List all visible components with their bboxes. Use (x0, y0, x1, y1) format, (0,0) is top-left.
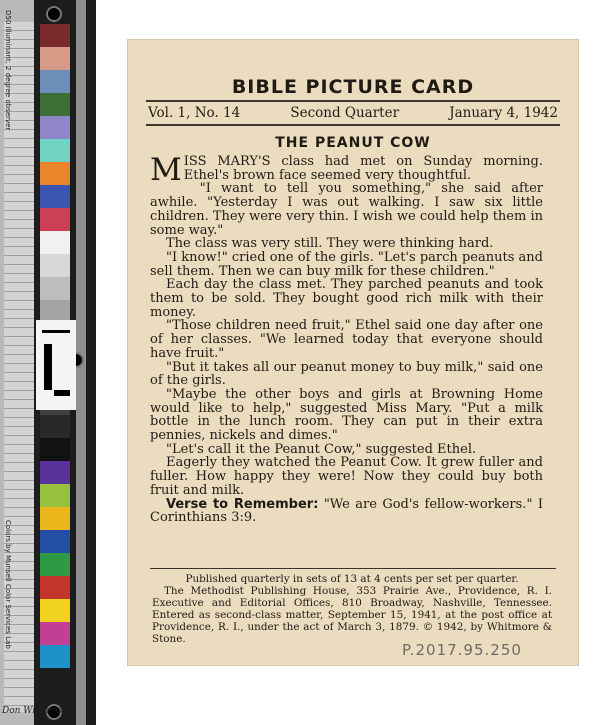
issue-date: January 4, 1942 (449, 105, 558, 121)
color-swatch (40, 507, 70, 530)
publisher-footer (152, 573, 552, 645)
illuminant-label: D50 Illuminant, 2 degree observer (4, 10, 12, 131)
color-swatch (40, 277, 70, 300)
color-swatch (40, 93, 70, 116)
drop-cap: M (150, 152, 182, 188)
verse-text: "We are God's fellow-workers." I Corinthians 3:9. (150, 496, 543, 526)
story-paragraph: "Maybe the other boys and girls at Browning Home would like to help," suggested Miss Mary. "Put a milk bottle in the lunch room. They can put in their extra pennies, nickels and dimes." (150, 386, 543, 444)
publication-title: BIBLE PICTURE CARD (231, 76, 475, 98)
story-paragraph: "I want to tell you something," she said after awhile. "Yesterday I was out walking. I saw six little children. They were very thin. I wish we could help them in some way." (150, 181, 543, 238)
bible-picture-card (128, 40, 578, 665)
color-services-label: Colors by Munsell Color Services Lab (4, 520, 12, 649)
story-body (150, 152, 543, 526)
story-paragraph: Eagerly they watched the Peanut Cow. It grew fuller and fuller. How happy they were! Now they could buy both fruit and milk. (150, 455, 543, 498)
color-swatch (40, 47, 70, 70)
color-checker-target (0, 0, 96, 725)
verse-label: Verse to Remember: (166, 496, 319, 512)
color-swatch (40, 116, 70, 139)
color-swatch (40, 438, 70, 461)
color-swatch (40, 622, 70, 645)
color-swatch (40, 599, 70, 622)
color-swatch (40, 576, 70, 599)
bw-calibration-card (36, 320, 76, 410)
color-swatch (40, 530, 70, 553)
color-swatch (40, 645, 70, 668)
header-rule-top (146, 100, 560, 102)
color-swatch (40, 231, 70, 254)
story-paragraph: "Let's call it the Peanut Cow," suggested Ethel. (166, 441, 477, 457)
color-swatch (40, 208, 70, 231)
color-swatch (40, 461, 70, 484)
story-paragraph: Each day the class met. They parched peanuts and took them to be sold. They bought good rich milk with their money. (150, 277, 543, 320)
registration-hole-top (46, 6, 62, 22)
color-swatch (40, 185, 70, 208)
footer-publisher-info: The Methodist Publishing House, 353 Prairie Ave., Providence, R. I. Executive and Editorial Offices, 810 Broadway, Nashville, Tennessee. Entered as second-class matter, September 15, 1941, at the post office at Providence, R. I., under the act of March 3, 1879. © 1942, by Whitmore & Stone. (152, 585, 552, 645)
accession-number: P.2017.95.250 (402, 641, 522, 659)
footer-pricing: Published quarterly in sets of 13 at 4 cents per set per quarter. (185, 573, 519, 585)
target-signature: Don Williams (2, 706, 63, 716)
story-title: THE PEANUT COW (275, 135, 431, 151)
color-swatch (40, 162, 70, 185)
color-swatch (40, 70, 70, 93)
memory-verse (150, 498, 543, 525)
footer-rule (150, 568, 556, 569)
story-paragraph: "Those children need fruit," Ethel said one day after one of her classes. "We learned today that everyone should have fruit." (150, 318, 543, 361)
story-paragraph: MISS MARY'S class had met on Sunday morning. Ethel's brown face seemed very thoughtful. (150, 152, 543, 188)
volume-number: Vol. 1, No. 14 (148, 105, 241, 121)
color-swatch (40, 139, 70, 162)
color-swatch (40, 24, 70, 47)
color-swatch (40, 484, 70, 507)
story-paragraph: The class was very still. They were thinking hard. (166, 236, 494, 252)
header-rule-bottom (146, 124, 560, 126)
story-paragraph: "But it takes all our peanut money to buy milk," said one of the girls. (150, 359, 543, 389)
color-swatch (40, 553, 70, 576)
story-paragraph: "I know!" cried one of the girls. "Let's parch peanuts and sell them. Then we can buy milk for these children." (150, 249, 543, 279)
color-swatch (40, 254, 70, 277)
issue-line (148, 105, 558, 121)
quarter: Second Quarter (290, 105, 400, 121)
color-swatch (40, 415, 70, 438)
